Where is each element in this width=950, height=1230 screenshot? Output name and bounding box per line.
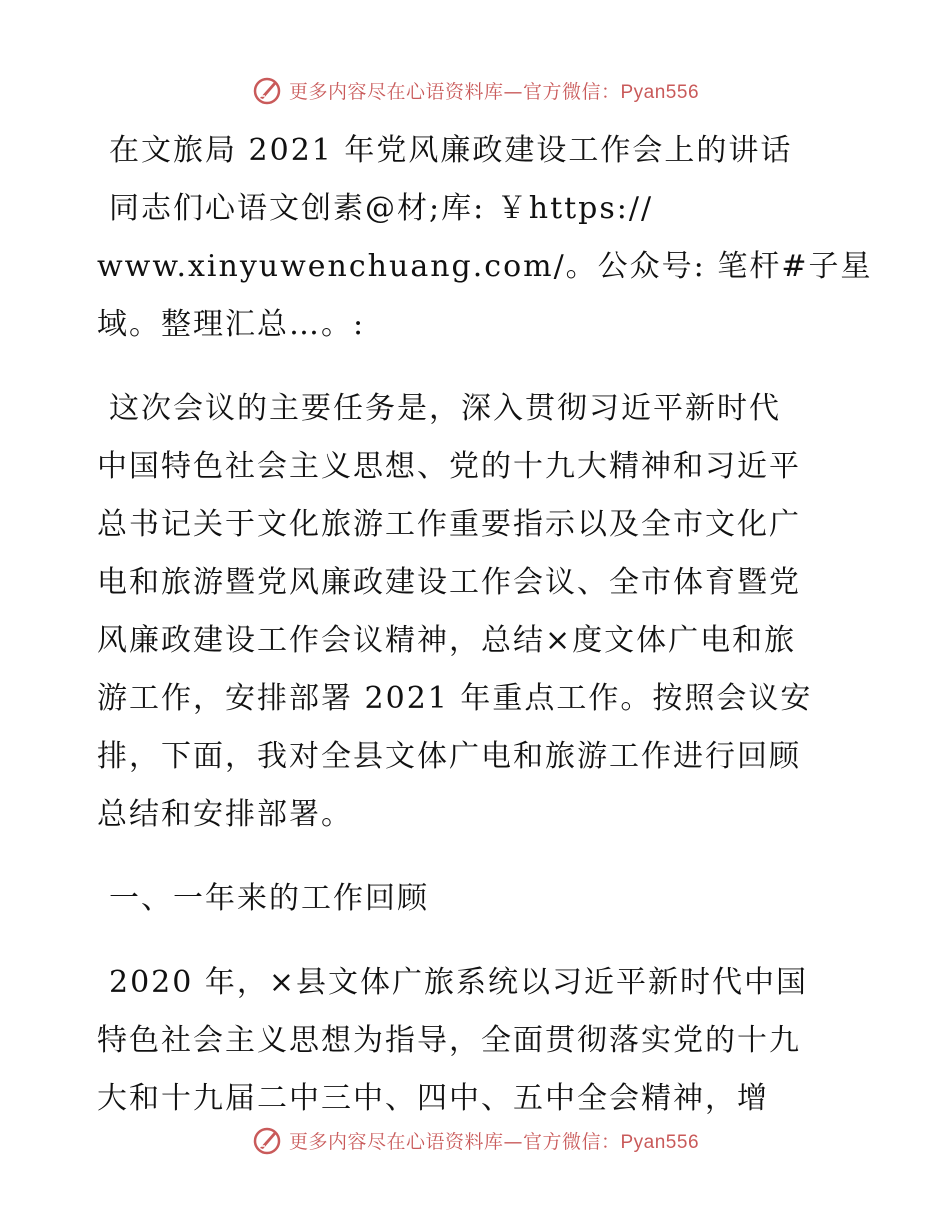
salutation-line-2: www.xinyuwenchuang.com/。公众号: 笔杆#子星 <box>97 249 873 284</box>
paragraph1-line-5: 风廉政建设工作会议精神，总结×度文体广电和旅 <box>97 623 797 658</box>
watermark-prefix: 更多内容尽在心语资料库 <box>288 1130 504 1153</box>
watermark-dash: — <box>503 80 523 103</box>
quill-logo-icon <box>251 1124 283 1156</box>
document-body <box>97 122 873 1128</box>
paragraph1-line-1: 这次会议的主要任务是，深入贯彻习近平新时代 <box>109 391 781 426</box>
page-title: 在文旅局 2021 年党风廉政建设工作会上的讲话 <box>109 133 793 168</box>
watermark-label: 官方微信： <box>522 80 621 103</box>
paragraph1-line-8: 总结和安排部署。 <box>97 797 353 832</box>
paragraph1-line-4: 电和旅游暨党风廉政建设工作会议、全市体育暨党 <box>97 565 801 600</box>
watermark-id: Pyan556 <box>620 1131 700 1153</box>
watermark-dash: — <box>503 1130 523 1153</box>
salutation-line-1: 同志们心语文创素@材;库: ￥https:// <box>109 191 654 226</box>
paragraph1-line-2: 中国特色社会主义思想、党的十九大精神和习近平 <box>97 449 801 484</box>
section-heading: 一、一年来的工作回顾 <box>109 881 429 916</box>
paragraph2-line-2: 特色社会主义思想为指导，全面贯彻落实党的十九 <box>97 1023 801 1058</box>
salutation-line-3: 域。整理汇总…。: <box>97 307 366 342</box>
quill-logo-icon <box>251 74 283 106</box>
watermark-id: Pyan556 <box>620 81 700 103</box>
paragraph1-line-7: 排，下面，我对全县文体广电和旅游工作进行回顾 <box>97 739 801 774</box>
watermark-prefix: 更多内容尽在心语资料库 <box>288 80 504 103</box>
watermark-label: 官方微信： <box>522 1130 621 1153</box>
paragraph1-line-6: 游工作，安排部署 2021 年重点工作。按照会议安 <box>97 681 813 716</box>
paragraph1-line-3: 总书记关于文化旅游工作重要指示以及全市文化广 <box>97 507 801 542</box>
header-watermark <box>0 72 950 108</box>
footer-watermark <box>0 1122 950 1158</box>
paragraph2-line-1: 2020 年，×县文体广旅系统以习近平新时代中国 <box>109 965 809 1000</box>
paragraph2-line-3: 大和十九届二中三中、四中、五中全会精神，增 <box>97 1081 769 1116</box>
